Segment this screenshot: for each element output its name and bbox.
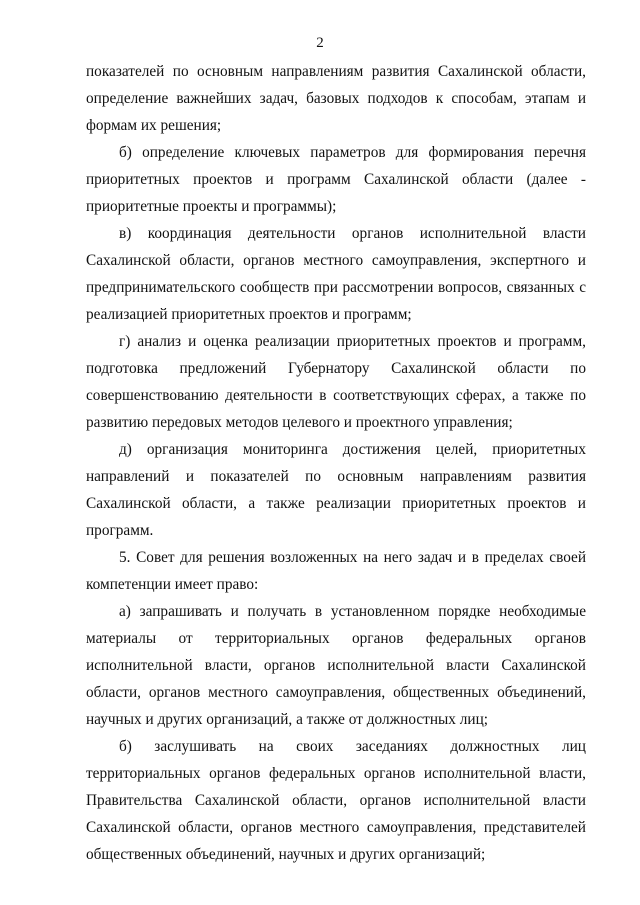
text-line: направлений и показателей по основным направлениям развития [86, 468, 586, 485]
text-line: приоритетные проекты и программы); [86, 198, 337, 215]
text-line: общественных объединений, научных и других организаций; [86, 846, 486, 863]
text-line: в) координация деятельности органов исполнительной власти [119, 225, 586, 242]
text-line: б) определение ключевых параметров для формирования перечня [119, 144, 586, 161]
text-line: приоритетных проектов и программ Сахалинской области (далее - [86, 171, 586, 188]
paragraph [86, 544, 586, 598]
text-line: материалы от территориальных органов федеральных органов [86, 630, 586, 647]
paragraph [86, 598, 586, 733]
text-line: б) заслушивать на своих заседаниях должностных лиц [119, 738, 586, 755]
text-line: Сахалинской области, органов местного самоуправления, экспертного и [86, 252, 586, 269]
text-line: 5. Совет для решения возложенных на него задач и в пределах своей [119, 549, 586, 566]
paragraph [86, 328, 586, 436]
text-line: совершенствованию деятельности в соответствующих сферах, а также по [86, 387, 586, 404]
paragraph [86, 139, 586, 220]
text-line: развитию передовых методов целевого и проектного управления; [86, 414, 513, 431]
text-line: реализацией приоритетных проектов и программ; [86, 306, 412, 323]
paragraph [86, 436, 586, 544]
paragraph [86, 220, 586, 328]
text-line: Сахалинской области, а также реализации приоритетных проектов и [86, 495, 586, 512]
text-line: территориальных органов федеральных органов исполнительной власти, [86, 765, 586, 782]
text-line: Правительства Сахалинской области, органов исполнительной власти [86, 792, 586, 809]
text-line: а) запрашивать и получать в установленном порядке необходимые [119, 603, 586, 620]
text-line: области, органов местного самоуправления, общественных объединений, [86, 684, 586, 701]
text-line: д) организация мониторинга достижения целей, приоритетных [119, 441, 586, 458]
page-number: 2 [316, 35, 324, 51]
text-line: компетенции имеет право: [86, 576, 259, 593]
text-line: Сахалинской области, органов местного самоуправления, представителей [86, 819, 586, 836]
text-line: исполнительной власти, органов исполнительной власти Сахалинской [86, 657, 586, 674]
text-line: предпринимательского сообществ при рассмотрении вопросов, связанных с [86, 279, 586, 296]
text-line: формам их решения; [86, 117, 222, 134]
text-line: г) анализ и оценка реализации приоритетных проектов и программ, [119, 333, 586, 350]
text-line: программ. [86, 522, 154, 539]
paragraph [86, 58, 586, 139]
document-body [86, 58, 586, 868]
text-line: показателей по основным направлениям развития Сахалинской области, [86, 63, 586, 80]
paragraph [86, 733, 586, 868]
text-line: подготовка предложений Губернатору Сахалинской области по [86, 360, 586, 377]
text-line: определение важнейших задач, базовых подходов к способам, этапам и [86, 90, 586, 107]
text-line: научных и других организаций, а также от должностных лиц; [86, 711, 489, 728]
